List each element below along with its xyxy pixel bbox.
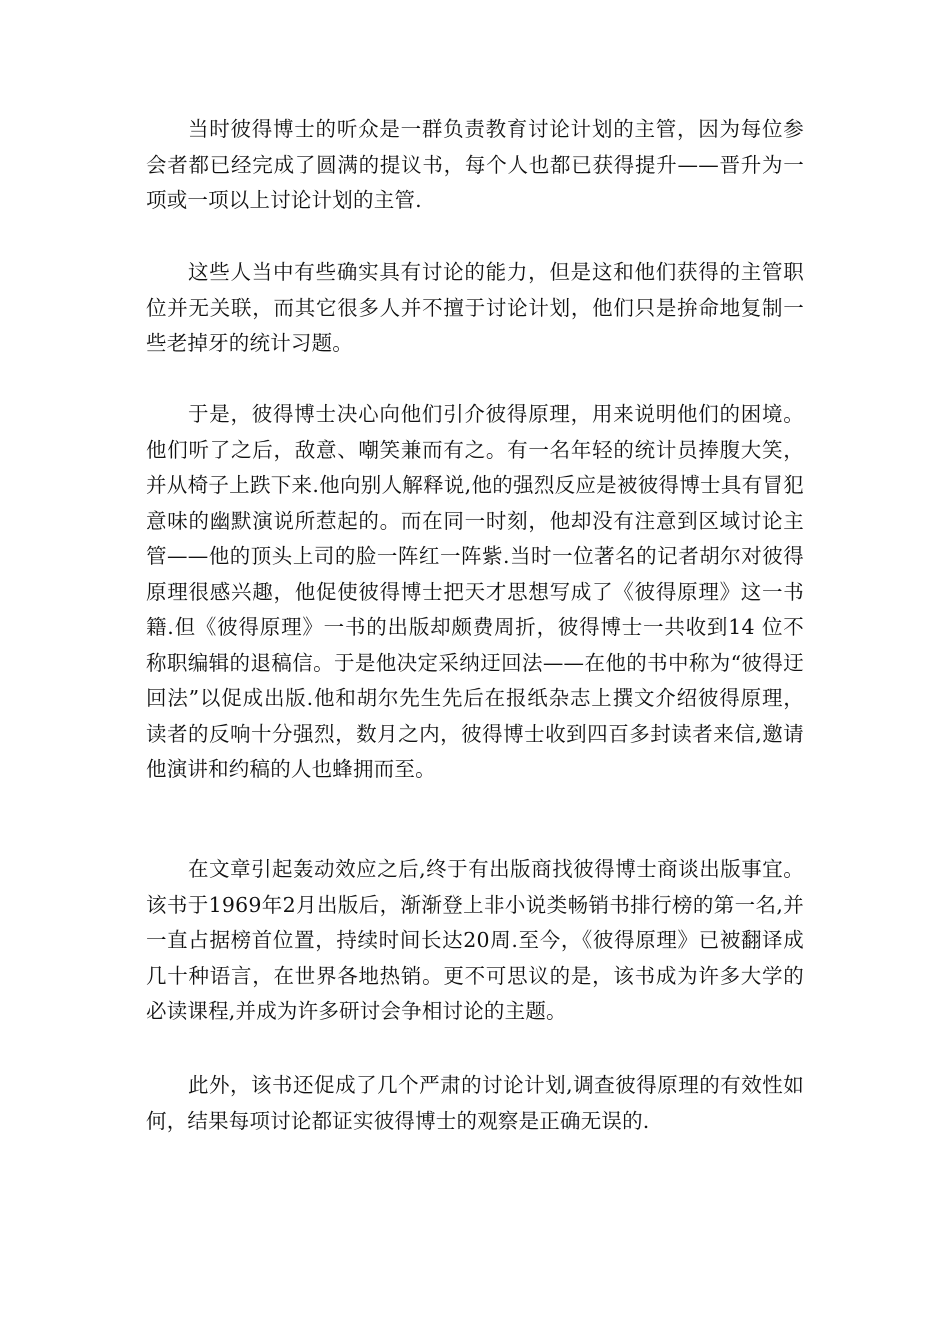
paragraph-5: 此外，该书还促成了几个严肃的讨论计划,调查彼得原理的有效性如何，结果每项讨论都证实彼得博士的观察是正确无误的. [146, 1073, 804, 1133]
paragraph-3: 于是，彼得博士决心向他们引介彼得原理，用来说明他们的困境。他们听了之后，敌意、嘲笑兼而有之。有一名年轻的统计员捧腹大笑，并从椅子上跌下来.他向别人解释说,他的强烈反应是被彼得博士具有冒犯意味的幽默演说所惹起的。而在同一时刻，他却没有注意到区域讨论主管——他的顶头上司的脸一阵红一阵紫.当时一位著名的记者胡尔对彼得原理很感兴趣，他促使彼得博士把天才思想写成了《彼得原理》这一书籍.但《彼得原理》一书的出版却颇费周折，彼得博士一共收到14 位不称职编辑的退稿信。于是他决定采纳迂回法——在他的书中称为“彼得迂回法”以促成出版.他和胡尔先生先后在报纸杂志上撰文介绍彼得原理，读者的反响十分强烈，数月之内，彼得博士收到四百多封读者来信,邀请他演讲和约稿的人也蜂拥而至。 [146, 402, 804, 781]
paragraph-2: 这些人当中有些确实具有讨论的能力，但是这和他们获得的主管职位并无关联，而其它很多人并不擅于讨论计划，他们只是拚命地复制一些老掉牙的统计习题。 [146, 260, 804, 355]
paragraph-1: 当时彼得博士的听众是一群负责教育讨论计划的主管，因为每位参会者都已经完成了圆满的提议书，每个人也都已获得提升——晋升为一项或一项以上讨论计划的主管. [146, 117, 804, 212]
paragraph-4: 在文章引起轰动效应之后,终于有出版商找彼得博士商谈出版事宜。该书于1969年2月出版后，渐渐登上非小说类畅销书排行榜的第一名,并一直占据榜首位置，持续时间长达20周.至今，《彼得原理》已被翻译成几十种语言，在世界各地热销。更不可思议的是，该书成为许多大学的必读课程,并成为许多研讨会争相讨论的主题。 [146, 857, 804, 1023]
